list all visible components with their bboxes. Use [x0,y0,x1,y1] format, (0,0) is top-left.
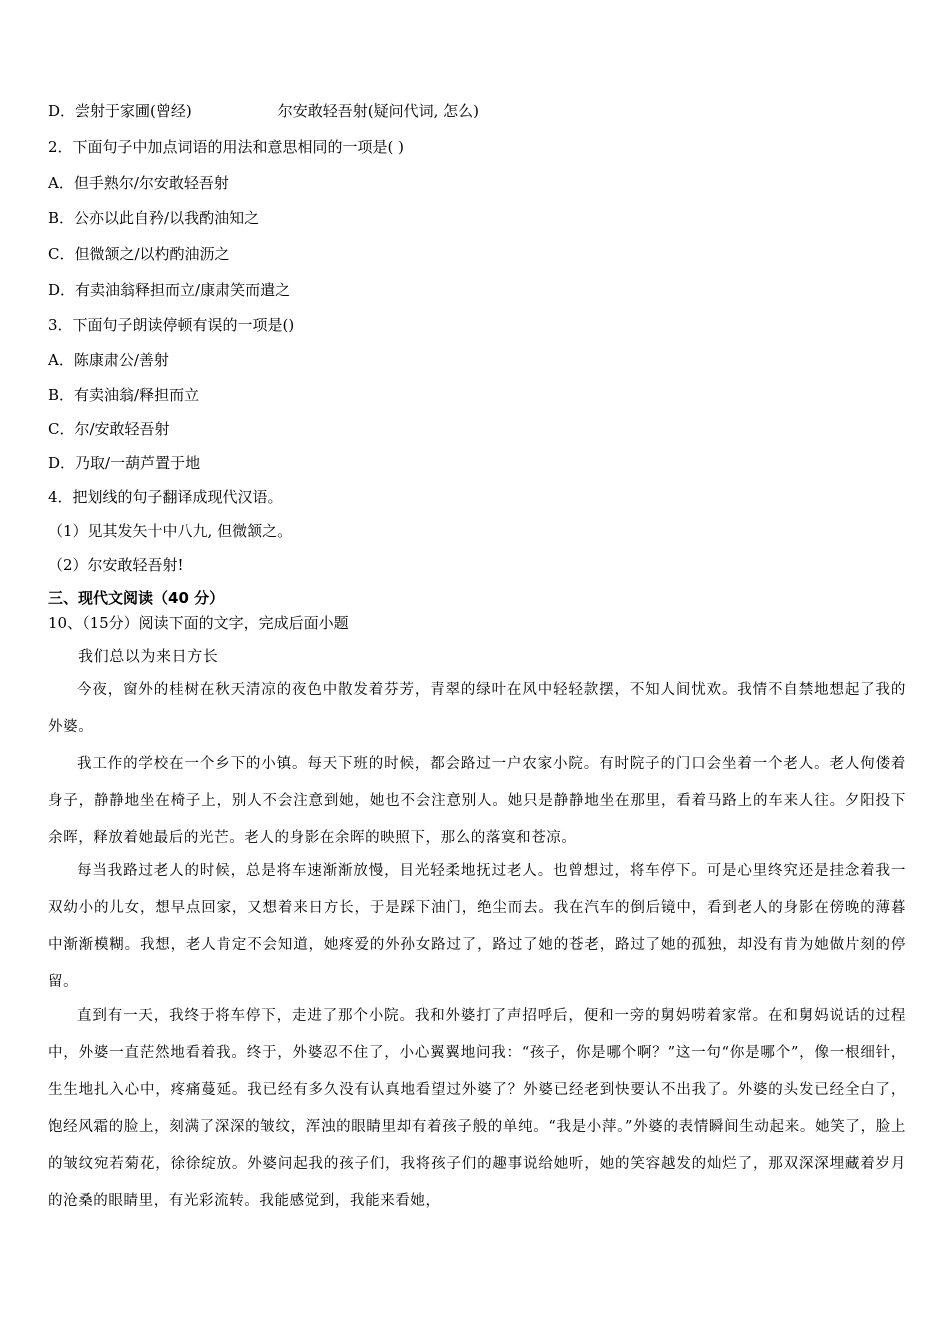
article-paragraph: 每当我路过老人的时候，总是将车速渐渐放慢，目光轻柔地抚过老人。也曾想过，将车停下。可是心里终究还是挂念着我一双幼小的儿女，想早点回家，又想着来日方长，于是踩下油门，绝尘而去。我在汽车的倒后镜中，看到老人的身影在傍晚的薄暮中渐渐模糊。我想，老人肯定不会知道，她疼爱的外孙女路过了，路过了她的苍老，路过了她的孤独，却没有肯为她做片刻的停留。 [48,863,906,990]
article-title: 我们总以为来日方长 [78,647,219,665]
q1-option-d-right: 尔安敢轻吾射(疑问代词, 怎么) [277,102,479,120]
article-paragraph: 我工作的学校在一个乡下的小镇。每天下班的时候，都会路过一户农家小院。有时院子的门口会坐着一个老人。老人佝偻着身子，静静地坐在椅子上，别人不会注意到她，她也不会注意别人。她只是静静地坐在那里，看着马路上的车来人往。夕阳投下余晖，释放着她最后的光芒。老人的身影在余晖的映照下，那么的落寞和苍凉。 [48,756,906,846]
q3-option-c: C．尔/安敢轻吾射 [48,420,170,438]
section-heading: 三、现代文阅读（40 分） [48,589,225,607]
article-paragraph: 直到有一天，我终于将车停下，走进了那个小院。我和外婆打了声招呼后，便和一旁的舅妈唠着家常。在和舅妈说话的过程中，外婆一直茫然地看着我。终于，外婆忍不住了，小心翼翼地问我：“孩子，你是哪个啊？”这一句“你是哪个”，像一根细针，生生地扎入心中，疼痛蔓延。我已经有多久没有认真地看望过外婆了？外婆已经老到快要认不出我了。外婆的头发已经全白了，饱经风霜的脸上，刻满了深深的皱纹，浑浊的眼睛里却有着孩子般的单纯。“我是小萍。”外婆的表情瞬间生动起来。她笑了，脸上的皱纹宛若菊花，徐徐绽放。外婆问起我的孩子们，我将孩子们的趣事说给她听，她的笑容越发的灿烂了，那双深深埋藏着岁月的沧桑的眼睛里，有光彩流转。我能感觉到，我能来看她， [48,1008,906,1209]
q2-option-b: B．公亦以此自矜/以我酌油知之 [48,209,260,227]
q2-option-c: C．但微颔之/以杓酌油沥之 [48,245,230,263]
q3-option-d: D．乃取/一葫芦置于地 [48,454,201,472]
q1-option-d [48,101,479,121]
q2-option-d: D．有卖油翁释担而立/康肃笑而遣之 [48,281,291,299]
q3-option-b: B．有卖油翁/释担而立 [48,386,200,404]
q2-stem: 2．下面句子中加点词语的用法和意思相同的一项是( ) [48,138,405,156]
q4-stem: 4．把划线的句子翻译成现代汉语。 [48,488,283,506]
q3-stem: 3．下面句子朗读停顿有误的一项是() [48,316,295,334]
q2-option-a: A．但手熟尔/尔安敢轻吾射 [48,174,229,192]
q3-option-a: A．陈康肃公/善射 [48,351,169,369]
article-paragraph: 今夜，窗外的桂树在秋天清凉的夜色中散发着芬芳，青翠的绿叶在风中轻轻款摆，不知人间忧欢。我情不自禁地想起了我的外婆。 [48,682,906,735]
q4-item-1: （1）见其发矢十中八九, 但微颔之。 [48,522,293,540]
q10-stem: 10、（15分）阅读下面的文字，完成后面小题 [48,614,349,632]
q1-option-d-label: D．尝射于家圃(曾经) [48,102,192,120]
q4-item-2: （2）尔安敢轻吾射! [48,556,184,574]
